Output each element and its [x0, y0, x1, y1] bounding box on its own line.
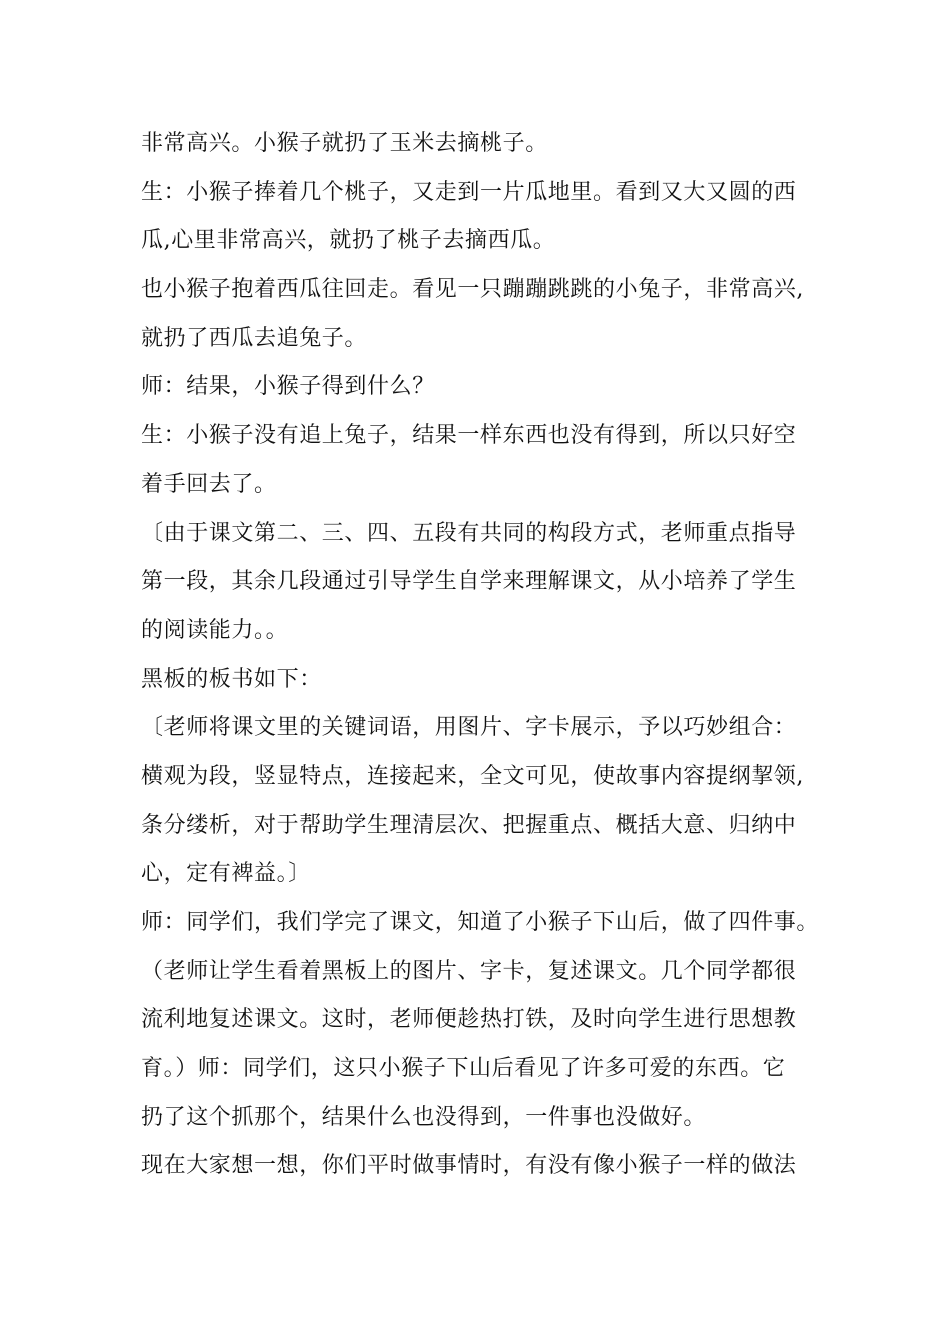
text-line: 师：同学们，我们学完了课文，知道了小猴子下山后，做了四件事。	[141, 910, 820, 935]
text-line: 流利地复述课文。这时，老师便趁热打铁，及时向学生进行思想教	[141, 1007, 797, 1033]
text-line: 第一段，其余几段通过引导学生自学来理解课文，从小培养了学生	[141, 569, 797, 595]
text-line: 黑板的板书如下：	[141, 666, 322, 692]
text-line: 生：小猴子捧着几个桃子，又走到一片瓜地里。看到又大又圆的西	[141, 179, 797, 205]
text-line: 现在大家想一想，你们平时做事情时，有没有像小猴子一样的做法	[141, 1153, 797, 1179]
text-line: 师：结果，小猴子得到什么？	[141, 374, 435, 400]
text-line: 生：小猴子没有追上兔子，结果一样东西也没有得到，所以只好空	[141, 423, 797, 449]
text-line: 横观为段，竖显特点，连接起来，全文可见，使故事内容提纲挈领,	[141, 763, 804, 789]
text-line: 心，定有裨益。〕	[141, 861, 311, 887]
text-line: 的阅读能力。。	[141, 617, 289, 643]
text-line: （老师让学生看着黑板上的图片、字卡，复述课文。几个同学都很	[141, 958, 797, 984]
text-line: 〔老师将课文里的关键词语，用图片、字卡展示，予以巧妙组合：	[141, 715, 797, 741]
text-line: 育。）师：同学们，这只小猴子下山后看见了许多可爱的东西。它	[141, 1056, 786, 1082]
text-line: 瓜,心里非常高兴，就扔了桃子去摘西瓜。	[141, 228, 556, 254]
text-line: 就扔了西瓜去追兔子。	[141, 325, 368, 351]
text-line: 也小猴子抱着西瓜往回走。看见一只蹦蹦跳跳的小兔子，非常高兴,	[141, 277, 804, 303]
text-line: 着手回去了。	[141, 471, 277, 497]
text-line: 〔由于课文第二、三、四、五段有共同的构段方式，老师重点指导	[141, 520, 797, 546]
text-line: 条分缕析，对于帮助学生理清层次、把握重点、概括大意、归纳中	[141, 812, 797, 838]
text-line: 非常高兴。小猴子就扔了玉米去摘桃子。	[141, 131, 548, 156]
body-text	[141, 120, 820, 1191]
text-line: 扔了这个抓那个，结果什么也没得到，一件事也没做好。	[141, 1104, 707, 1130]
